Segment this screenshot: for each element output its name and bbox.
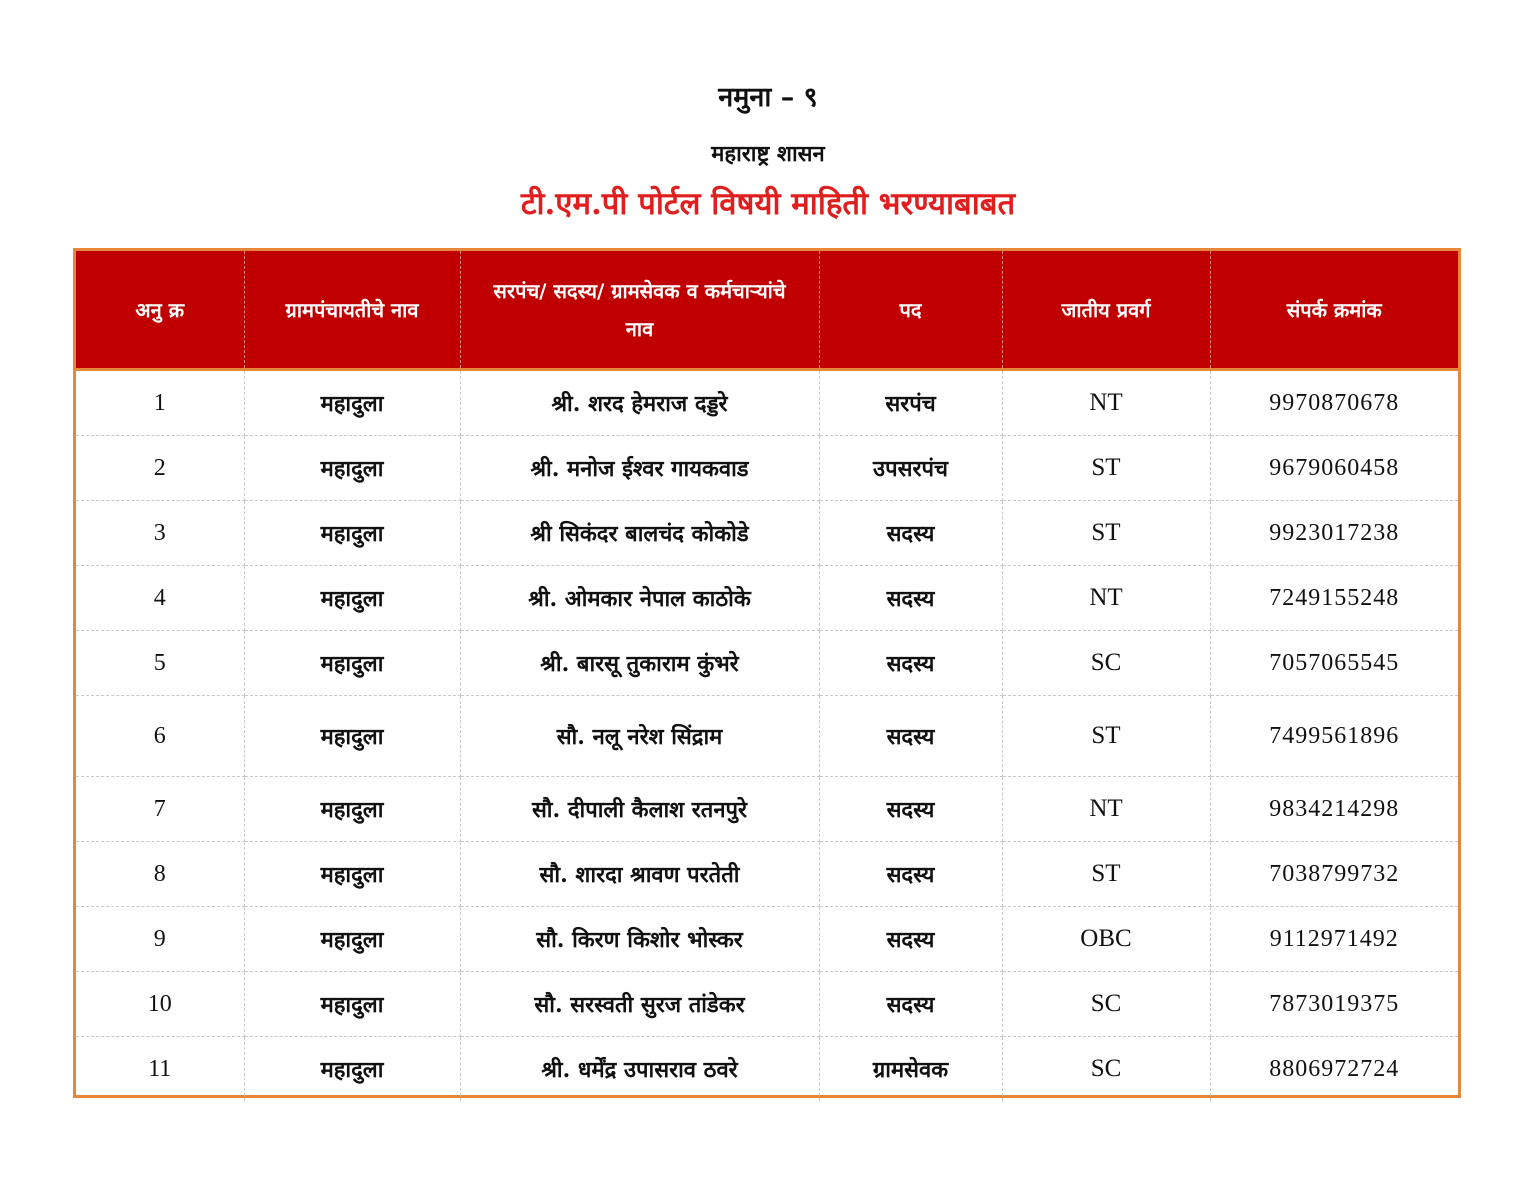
header-post: पद [819, 251, 1002, 370]
category-cell: NT [1002, 370, 1210, 436]
table-row [76, 631, 1458, 696]
contact-cell: 7249155248 [1210, 566, 1458, 631]
grampanchayat-cell: महादुला [244, 777, 460, 842]
header-caste-category: जातीय प्रवर्ग [1002, 251, 1210, 370]
category-cell: ST [1002, 842, 1210, 907]
post-cell: सदस्य [819, 696, 1002, 777]
member-name-cell: श्री. धर्मेंद्र उपासराव ठवरे [460, 1037, 819, 1102]
grampanchayat-cell: महादुला [244, 972, 460, 1037]
member-name-cell: सौ. किरण किशोर भोस्कर [460, 907, 819, 972]
contact-cell: 9970870678 [1210, 370, 1458, 436]
serial-cell: 10 [76, 972, 244, 1037]
grampanchayat-cell: महादुला [244, 631, 460, 696]
serial-cell: 9 [76, 907, 244, 972]
contact-table-container [73, 248, 1461, 1098]
table-row [76, 370, 1458, 436]
category-cell: ST [1002, 501, 1210, 566]
post-cell: सदस्य [819, 501, 1002, 566]
table-row [76, 777, 1458, 842]
grampanchayat-cell: महादुला [244, 696, 460, 777]
category-cell: ST [1002, 696, 1210, 777]
member-name-cell: श्री. ओमकार नेपाल काठोके [460, 566, 819, 631]
table-row [76, 972, 1458, 1037]
table-row [76, 842, 1458, 907]
serial-cell: 6 [76, 696, 244, 777]
serial-cell: 7 [76, 777, 244, 842]
member-name-cell: सौ. शारदा श्रावण परतेती [460, 842, 819, 907]
post-cell: सदस्य [819, 777, 1002, 842]
grampanchayat-cell: महादुला [244, 501, 460, 566]
serial-cell: 2 [76, 436, 244, 501]
document-title: टी.एम.पी पोर्टल विषयी माहिती भरण्याबाबत [520, 186, 1016, 222]
category-cell: SC [1002, 972, 1210, 1037]
grampanchayat-cell: महादुला [244, 1037, 460, 1102]
grampanchayat-cell: महादुला [244, 907, 460, 972]
contact-cell: 7038799732 [1210, 842, 1458, 907]
table-row [76, 907, 1458, 972]
category-cell: SC [1002, 1037, 1210, 1102]
table-header-row [76, 251, 1458, 370]
member-name-cell: श्री. मनोज ईश्वर गायकवाड [460, 436, 819, 501]
serial-cell: 4 [76, 566, 244, 631]
table-row [76, 566, 1458, 631]
header-grampanchayat-name: ग्रामपंचायतीचे नाव [244, 251, 460, 370]
header-member-name: सरपंच/ सदस्य/ ग्रामसेवक व कर्मचाऱ्यांचे नाव [460, 251, 819, 370]
serial-cell: 3 [76, 501, 244, 566]
grampanchayat-cell: महादुला [244, 370, 460, 436]
category-cell: NT [1002, 777, 1210, 842]
contact-cell: 9679060458 [1210, 436, 1458, 501]
table-row [76, 696, 1458, 777]
government-name: महाराष्ट्र शासन [711, 141, 825, 167]
contact-table [76, 251, 1458, 1101]
form-number: नमुना – ९ [718, 82, 818, 113]
category-cell: OBC [1002, 907, 1210, 972]
member-name-cell: सौ. सरस्वती सुरज तांडेकर [460, 972, 819, 1037]
member-name-cell: श्री. बारसू तुकाराम कुंभरे [460, 631, 819, 696]
post-cell: ग्रामसेवक [819, 1037, 1002, 1102]
member-name-cell: सौ. दीपाली कैलाश रतनपुरे [460, 777, 819, 842]
post-cell: सदस्य [819, 972, 1002, 1037]
grampanchayat-cell: महादुला [244, 842, 460, 907]
grampanchayat-cell: महादुला [244, 436, 460, 501]
contact-cell: 7057065545 [1210, 631, 1458, 696]
header-contact-number: संपर्क क्रमांक [1210, 251, 1458, 370]
post-cell: उपसरपंच [819, 436, 1002, 501]
table-row [76, 1037, 1458, 1102]
contact-cell: 7499561896 [1210, 696, 1458, 777]
table-row [76, 436, 1458, 501]
contact-cell: 7873019375 [1210, 972, 1458, 1037]
table-row [76, 501, 1458, 566]
post-cell: सदस्य [819, 907, 1002, 972]
category-cell: SC [1002, 631, 1210, 696]
category-cell: ST [1002, 436, 1210, 501]
serial-cell: 1 [76, 370, 244, 436]
member-name-cell: श्री. शरद हेमराज दड्डरे [460, 370, 819, 436]
contact-cell: 9834214298 [1210, 777, 1458, 842]
member-name-cell: सौ. नलू नरेश सिंद्राम [460, 696, 819, 777]
member-name-cell: श्री सिकंदर बालचंद कोकोडे [460, 501, 819, 566]
category-cell: NT [1002, 566, 1210, 631]
serial-cell: 8 [76, 842, 244, 907]
post-cell: सदस्य [819, 566, 1002, 631]
table-body [76, 370, 1458, 1102]
contact-cell: 9923017238 [1210, 501, 1458, 566]
post-cell: सदस्य [819, 631, 1002, 696]
post-cell: सदस्य [819, 842, 1002, 907]
contact-cell: 8806972724 [1269, 1055, 1400, 1082]
serial-cell: 5 [76, 631, 244, 696]
serial-cell: 11 [76, 1037, 244, 1102]
header-serial-no: अनु क्र [76, 251, 244, 370]
grampanchayat-cell: महादुला [244, 566, 460, 631]
contact-cell: 9112971492 [1210, 907, 1458, 972]
post-cell: सरपंच [819, 370, 1002, 436]
